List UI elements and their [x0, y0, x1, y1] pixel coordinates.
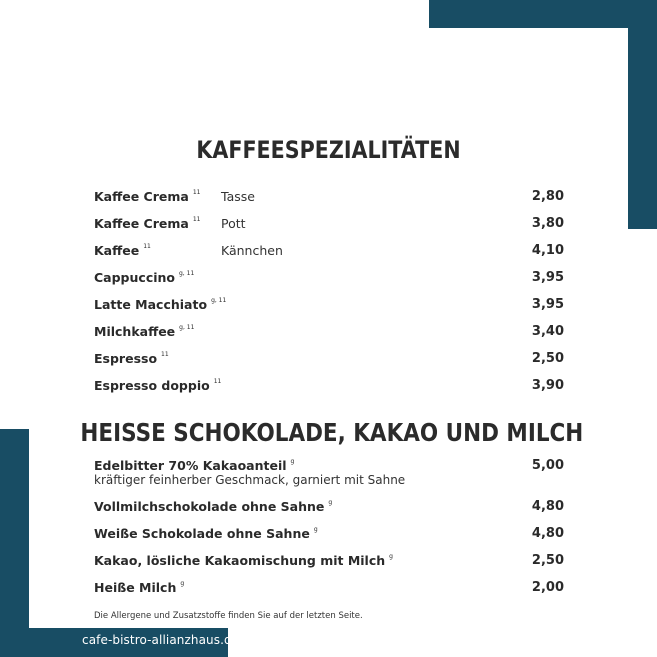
item-size: Tasse [221, 189, 255, 204]
item-size: Kännchen [221, 243, 283, 258]
menu-item [94, 499, 564, 519]
item-name: Milchkaffee $^{g, 11}$ [94, 324, 195, 339]
item-name: Latte Macchiato $^{g, 11}$ [94, 297, 227, 312]
corner-decoration-left [0, 429, 29, 657]
section-title-coffee: KAFFEESPEZIALITÄTEN [196, 136, 461, 164]
menu-item [94, 270, 564, 290]
item-price: 4,10 [531, 243, 564, 258]
item-price: 2,50 [531, 553, 564, 568]
item-price: 3,95 [531, 297, 564, 312]
website-link[interactable]: cafe-bistro-allianzhaus.de [82, 633, 240, 647]
allergen-note: g [290, 458, 295, 465]
item-price: 3,95 [531, 270, 564, 285]
menu-item [94, 324, 564, 344]
allergen-note: g [328, 499, 333, 506]
menu-item [94, 580, 564, 600]
item-name: Cappuccino $^{g, 11}$ [94, 270, 195, 285]
item-price: 4,80 [531, 526, 564, 541]
item-name: Edelbitter 70% Kakaoanteil $^g$ [94, 458, 295, 473]
item-price: 3,90 [531, 378, 564, 393]
allergen-note: g, 11 [211, 297, 227, 304]
section-title-chocolate: HEISSE SCHOKOLADE, KAKAO UND MILCH [80, 418, 584, 447]
allergen-footnote: Die Allergene und Zusatzstoffe finden Sie auf der letzten Seite. [94, 611, 363, 621]
item-name: Espresso $^{11}$ [94, 351, 169, 366]
item-name: Kakao, lösliche Kakaomischung mit Milch $^g$ [94, 553, 393, 568]
allergen-note: g [313, 526, 318, 533]
item-name: Kaffee Crema $^{11}$ [94, 216, 201, 231]
allergen-note: g, 11 [179, 324, 195, 331]
allergen-note: g [389, 553, 393, 560]
allergen-note: g, 11 [179, 270, 195, 277]
allergen-note: 11 [192, 189, 201, 196]
menu-item [94, 351, 564, 371]
item-price: 4,80 [531, 499, 564, 514]
item-price: 3,80 [531, 216, 564, 231]
item-price: 5,00 [531, 458, 564, 473]
allergen-note: 11 [143, 243, 151, 250]
menu-item [94, 243, 564, 263]
item-description: kräftiger feinherber Geschmack, garniert mit Sahne [94, 473, 406, 487]
item-name: Vollmilchschokolade ohne Sahne $^g$ [94, 499, 333, 514]
item-name: Kaffee $^{11}$ [94, 243, 151, 258]
allergen-note: g [180, 580, 185, 587]
item-price: 2,80 [531, 189, 564, 204]
menu-item [94, 526, 564, 546]
menu-item [94, 189, 564, 209]
item-size: Pott [221, 216, 246, 231]
item-price: 2,00 [531, 580, 564, 595]
menu-item [94, 378, 564, 398]
menu-item [94, 216, 564, 236]
item-price: 3,40 [531, 324, 564, 339]
corner-decoration-right [628, 0, 657, 229]
item-name: Kaffee Crema $^{11}$ [94, 189, 201, 204]
allergen-note: 11 [192, 216, 201, 223]
item-price: 2,50 [531, 351, 564, 366]
item-name: Weiße Schokolade ohne Sahne $^g$ [94, 526, 318, 541]
item-name: Espresso doppio $^{11}$ [94, 378, 222, 393]
allergen-note: 11 [213, 378, 222, 385]
allergen-note: 11 [161, 351, 169, 358]
menu-item [94, 297, 564, 317]
menu-item [94, 553, 564, 573]
corner-decoration-top [429, 0, 657, 28]
item-name: Heiße Milch $^g$ [94, 580, 185, 595]
